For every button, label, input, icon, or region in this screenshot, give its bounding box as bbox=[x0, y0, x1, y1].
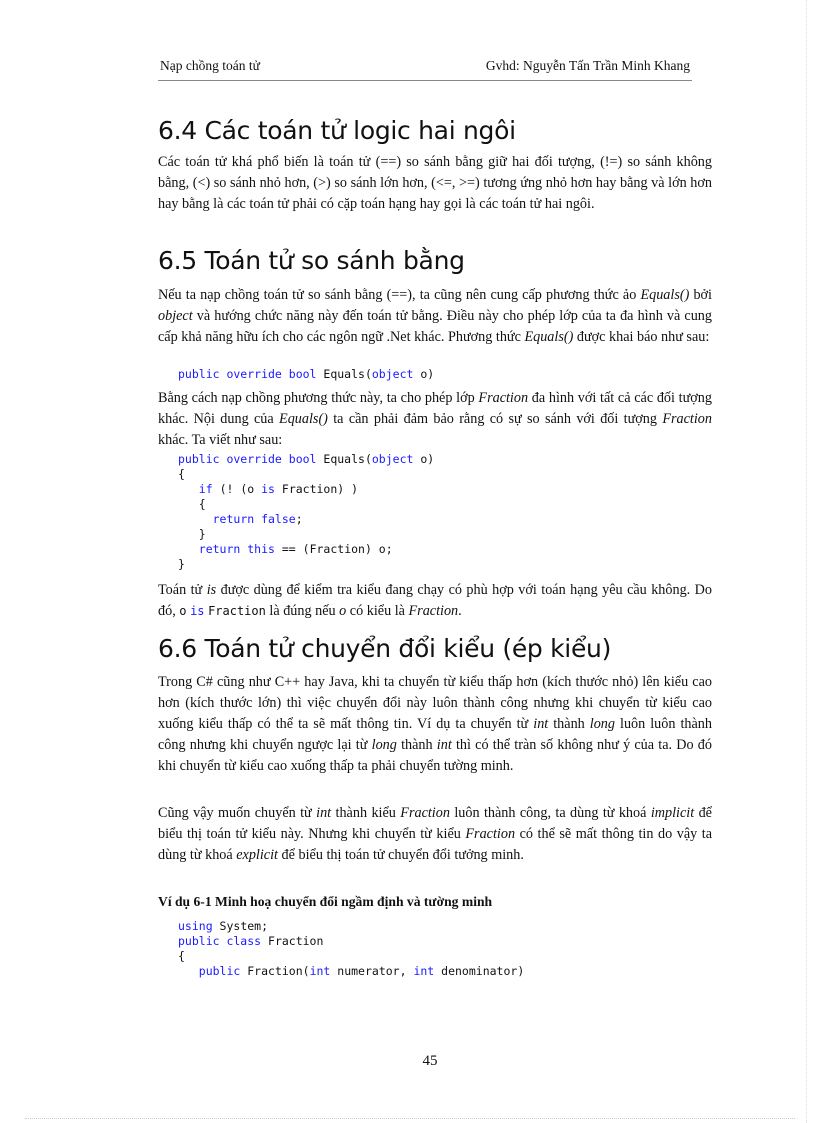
code-block-equals-signature: public override bool Equals(object o) bbox=[178, 367, 435, 381]
section-6-6-paragraph-1: Trong C# cũng như C++ hay Java, khi ta chuyển từ kiểu thấp hơn (kích thước nhỏ) lên kiểu cao hơn (kích thước lớn) thì việc chuyển đổi này luôn thành công nhưng khi chuyển từ kiểu cao xuống kiểu thấp có thể ta sẽ mất thông tin. Ví dụ ta chuyển từ int thành long luôn luôn thành công nhưng khi chuyển ngược lại từ long thành int thì có thể tràn số không như ý của ta. Do đó khi chuyển từ kiểu cao xuống thấp ta phải chuyển tường minh. bbox=[158, 674, 712, 774]
section-6-6-paragraph-2: Cũng vậy muốn chuyển từ int thành kiểu Fraction luôn thành công, ta dùng từ khoá implicit để biểu thị toán tử kiểu này. Nhưng khi chuyển từ kiểu Fraction có thể sẽ mất thông tin do vậy ta dùng từ khoá explicit để biểu thị toán tử chuyển đổi tưởng minh. bbox=[158, 805, 712, 863]
header-rule bbox=[158, 80, 692, 81]
example-caption: Ví dụ 6-1 Minh hoạ chuyển đổi ngầm định và tường minh bbox=[158, 894, 493, 909]
section-6-5-paragraph-3: Toán tử is được dùng để kiểm tra kiểu đang chạy có phù hợp với toán hạng yêu cầu không. Do đó, o is Fraction là đúng nếu o có kiểu là Fraction. bbox=[158, 582, 713, 619]
section-heading-6-6: 6.6 Toán tử chuyển đổi kiểu (ép kiểu) bbox=[158, 634, 612, 663]
section-6-5-paragraph-2: Bằng cách nạp chồng phương thức này, ta cho phép lớp Fraction đa hình với tất cả các đối tượng khác. Nội dung của Equals() ta cần phải đảm bảo rằng có sự so sánh với đối tượng Fraction khác. Ta viết như sau: bbox=[158, 390, 712, 448]
header-left: Nạp chồng toán tử bbox=[160, 58, 260, 73]
section-heading-6-5: 6.5 Toán tử so sánh bằng bbox=[158, 246, 465, 275]
code-block-fraction-class: using System; public class Fraction { public Fraction(int numerator, int denominator) bbox=[178, 919, 525, 978]
page-right-dotted-rule bbox=[806, 0, 807, 1123]
page-bottom-dotted-rule bbox=[25, 1118, 795, 1119]
header-right: Gvhd: Nguyễn Tấn Trần Minh Khang bbox=[485, 58, 690, 73]
page-number: 45 bbox=[422, 1053, 438, 1069]
code-block-equals-implementation: public override bool Equals(object o) { if (! (o is Fraction) ) { return false; } return this == (Fraction) o; } bbox=[178, 452, 435, 571]
section-heading-6-4: 6.4 Các toán tử logic hai ngôi bbox=[158, 116, 516, 145]
section-6-5-paragraph-1: Nếu ta nạp chồng toán tử so sánh bằng (==), ta cũng nên cung cấp phương thức ảo Equals() bởi object và hướng chức năng này đến toán tử bằng. Điều này cho phép lớp của ta đa hình và cung cấp khả năng hữu ích cho các ngôn ngữ .Net khác. Phương thức Equals() được khai báo như sau: bbox=[158, 287, 712, 345]
section-6-4-paragraph: Các toán tử khá phổ biến là toán tử (==) so sánh bằng giữ hai đối tượng, (!=) so sánh không bằng, (<) so sánh nhỏ hơn, (>) so sánh lớn hơn, (<=, >=) tương ứng nhỏ hơn hay bằng và lớn hơn hay bằng là các toán tử phải có cặp toán hạng hay gọi là các toán tử hai ngôi. bbox=[158, 154, 712, 212]
